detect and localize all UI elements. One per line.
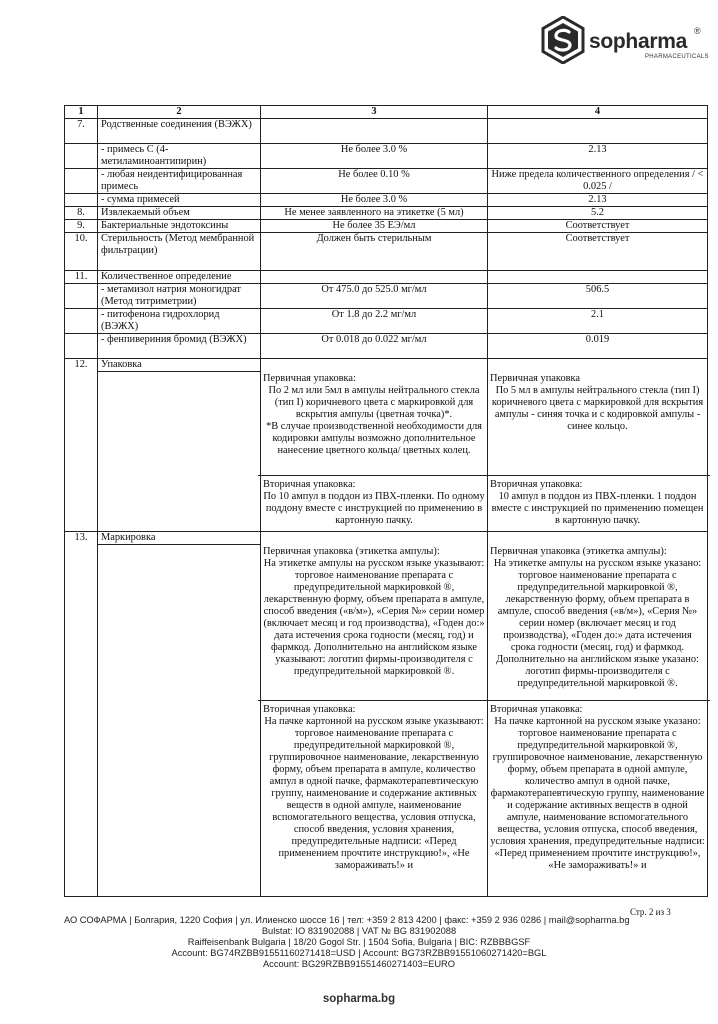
labeling-spec-primary-title: Первичная упаковка (этикетка ампулы): bbox=[263, 546, 440, 557]
packaging-spec-secondary bbox=[263, 479, 485, 529]
test-name: - любая неидентифицированная примесь bbox=[98, 169, 261, 194]
labeling-result-primary bbox=[490, 546, 705, 698]
row-number bbox=[65, 194, 98, 207]
test-name: - фенпивериния бромид (ВЭЖХ) bbox=[98, 334, 261, 359]
result: 0.019 bbox=[488, 334, 708, 359]
specification: Не более 35 ЕЭ/мл bbox=[261, 220, 488, 233]
test-name: Извлекаемый объем bbox=[98, 207, 261, 220]
row-number: 8. bbox=[65, 207, 98, 220]
row-number bbox=[65, 144, 98, 169]
table-row bbox=[65, 271, 708, 284]
labeling-result-secondary-body: На пачке картонной на русском языке указано: торговое наименование препарата с предупредительной маркировкой ®, группировочное наименование, лекарственную форму, объем препарата в одной ампуле, количество ампул в одной пачке, фармакотерапевтическую группу, наименование и содержание активных веществ в одной ампуле, наименование вспомогательного вещества, условия отпуска, способ введения, условия хранения, предупредительные надписи: «Перед применением прочтите инструкцию!», «Не замораживать!» и bbox=[490, 716, 705, 871]
table-row bbox=[65, 334, 708, 359]
row-number bbox=[65, 309, 98, 334]
packaging-result-cell bbox=[488, 359, 708, 532]
specification: От 0.018 до 0.022 мг/мл bbox=[261, 334, 488, 359]
labeling-spec-secondary-title: Вторичная упаковка: bbox=[263, 704, 356, 715]
test-name: - питофенона гидрохлорид (ВЭЖХ) bbox=[98, 309, 261, 334]
table-row bbox=[65, 194, 708, 207]
labeling-spec-primary bbox=[263, 546, 485, 698]
test-name: Родственные соединения (ВЭЖХ) bbox=[98, 119, 261, 144]
table-row bbox=[65, 119, 708, 144]
row-number: 7. bbox=[65, 119, 98, 144]
packaging-spec-primary-title: Первичная упаковка: bbox=[263, 373, 356, 384]
packaging-spec-cell bbox=[261, 359, 488, 532]
test-name: - метамизол натрия моногидрат (Метод титриметрии) bbox=[98, 284, 261, 309]
packaging-result-primary-body: По 5 мл в ампулы нейтрального стекла (тип I) коричневого цвета с маркировкой для вскрытия ампулы - синяя точка и с кодировкой ампулы - синее кольцо. bbox=[491, 385, 704, 432]
header-col-4: 4 bbox=[488, 106, 708, 119]
row-number bbox=[65, 334, 98, 359]
table-header-row bbox=[65, 106, 708, 119]
specification bbox=[261, 119, 488, 144]
result: Соответствует bbox=[488, 233, 708, 271]
labeling-result-secondary-title: Вторичная упаковка: bbox=[490, 704, 583, 715]
labeling-spec-secondary-body: На пачке картонной на русском языке указывают: торговое наименование препарата с предупредительной маркировкой ®, группировочное наименование, лекарственную форму, объем препарата в ампуле, количество ампул в одной пачке, фармакотерапевтическую группу, наименование и содержание активных веществ в одной ампуле, наименование вспомогательного вещества, условия отпуска, способ введения, условия хранения, предупредительные надписи: «Перед применением прочтите инструкцию!», «Не замораживать!» и bbox=[264, 716, 484, 871]
test-name: Стерильность (Метод мембранной фильтрации) bbox=[98, 233, 261, 271]
result: 2.13 bbox=[488, 144, 708, 169]
labeling-spec-secondary bbox=[263, 704, 485, 894]
result: 506.5 bbox=[488, 284, 708, 309]
table-row bbox=[65, 284, 708, 309]
labeling-result-secondary bbox=[490, 704, 705, 894]
registered-mark: ® bbox=[694, 26, 701, 36]
row-number: 11. bbox=[65, 271, 98, 284]
footer-bulstat-line: Bulstat: IO 831902088 | VAT № BG 831902088 bbox=[261, 926, 457, 936]
empty-cell bbox=[98, 372, 261, 532]
specification: Не более 3.0 % bbox=[261, 194, 488, 207]
packaging-spec-primary bbox=[263, 373, 485, 473]
table-row-packaging-title bbox=[65, 359, 708, 372]
labeling-result-cell bbox=[488, 532, 708, 897]
empty-cell bbox=[98, 545, 261, 897]
table-row bbox=[65, 233, 708, 271]
footer-account-line: Account: BG74RZBB91551160271418=USD | Account: BG73RZBB91551060271420=BGL bbox=[171, 948, 547, 958]
result: Ниже предела количественного определения / < 0.025 / bbox=[488, 169, 708, 194]
result: 2.1 bbox=[488, 309, 708, 334]
result bbox=[488, 119, 708, 144]
row-number: 9. bbox=[65, 220, 98, 233]
test-name: Маркировка bbox=[98, 532, 261, 545]
packaging-result-primary-title: Первичная упаковка bbox=[490, 373, 581, 384]
specification bbox=[261, 271, 488, 284]
test-name: Бактериальные эндотоксины bbox=[98, 220, 261, 233]
result: 5.2 bbox=[488, 207, 708, 220]
result: 2.13 bbox=[488, 194, 708, 207]
brand-name: sopharma bbox=[589, 30, 687, 53]
table-row bbox=[65, 220, 708, 233]
result: Соответствует bbox=[488, 220, 708, 233]
row-number: 13. bbox=[65, 532, 98, 897]
packaging-spec-secondary-title: Вторичная упаковка: bbox=[263, 479, 356, 490]
sopharma-logo-icon bbox=[541, 16, 585, 64]
test-name: - примесь С (4-метиламиноантипирин) bbox=[98, 144, 261, 169]
footer-company-line: АО СОФАРМА | Болгария, 1220 София | ул. Илиенско шоссе 16 | тел: +359 2 813 4200 | факс: +359 2 936 0286 | mail@sopharma.bg bbox=[64, 915, 630, 925]
specification-table bbox=[64, 105, 708, 897]
footer-website: sopharma.bg bbox=[322, 993, 396, 1005]
footer-account-euro-line: Account: BG29RZBB91551460271403=EURO bbox=[262, 959, 455, 969]
specification: Не более 3.0 % bbox=[261, 144, 488, 169]
packaging-spec-primary-note: *В случае производственной необходимости для кодировки ампулы возможно дополнительное нанесение цветного кольца/ цветных колец. bbox=[266, 421, 482, 456]
labeling-result-primary-body: На этикетке ампулы на русском языке указано: торговое наименование препарата с предупредительной маркировкой ®, лекарственную форму, объем препарата в ампуле, способ введения («в/м»), «Серия №» серии номер (включает месяц и год производства), «Годен до:» дата истечения срока годности (месяц, год) и фармкод. Дополнительно на английском языке указано: логотип фирмы-производителя с предупредительной маркировкой ®. bbox=[493, 558, 702, 689]
row-number bbox=[65, 169, 98, 194]
labeling-result-primary-title: Первичная упаковка (этикетка ампулы): bbox=[490, 546, 667, 557]
table-row bbox=[65, 144, 708, 169]
header-col-2: 2 bbox=[98, 106, 261, 119]
specification: Должен быть стерильным bbox=[261, 233, 488, 271]
row-number bbox=[65, 284, 98, 309]
labeling-spec-cell bbox=[261, 532, 488, 897]
specification: Не более 0.10 % bbox=[261, 169, 488, 194]
test-name: Упаковка bbox=[98, 359, 261, 372]
specification: От 1.8 до 2.2 мг/мл bbox=[261, 309, 488, 334]
packaging-result-secondary bbox=[490, 479, 705, 529]
table-row bbox=[65, 207, 708, 220]
packaging-result-secondary-title: Вторичная упаковка: bbox=[490, 479, 583, 490]
packaging-result-secondary-body: 10 ампул в поддон из ПВХ-пленки. 1 поддон вместе с инструкцией по применению помещен в картонную пачку. bbox=[491, 491, 704, 526]
labeling-spec-primary-body: На этикетке ампулы на русском языке указывают: торговое наименование препарата с предупредительной маркировкой ®, лекарственную форму, объем препарата в ампуле, способ введения («в/м»), «Серия №» серии номер (включает месяц и год производства), «Годен до:» дата истечения срока годности (месяц, год) и фармкод. Дополнительно на английском языке указывают: логотип фирмы-производителя с предупредительной маркировкой ®. bbox=[263, 558, 485, 677]
brand-subtitle: PHARMACEUTICALS bbox=[645, 54, 709, 60]
company-logo bbox=[541, 16, 711, 68]
result bbox=[488, 271, 708, 284]
packaging-result-primary bbox=[490, 373, 705, 473]
table-row bbox=[65, 169, 708, 194]
packaging-spec-secondary-body: По 10 ампул в поддон из ПВХ-пленки. По одному поддону вместе с инструкцией по применению в картонную пачку. bbox=[263, 491, 485, 526]
header-col-1: 1 bbox=[65, 106, 98, 119]
table-row bbox=[65, 309, 708, 334]
test-name: Количественное определение bbox=[98, 271, 261, 284]
specification: От 475.0 до 525.0 мг/мл bbox=[261, 284, 488, 309]
row-number: 12. bbox=[65, 359, 98, 532]
specification: Не менее заявленного на этикетке (5 мл) bbox=[261, 207, 488, 220]
page-number: Стр. 2 из 3 bbox=[630, 907, 671, 917]
header-col-3: 3 bbox=[261, 106, 488, 119]
footer-bank-line: Raiffeisenbank Bulgaria | 18/20 Gogol Str. | 1504 Sofia, Bulgaria | BIC: RZBBBGSF bbox=[187, 937, 531, 947]
table-row-labeling-title bbox=[65, 532, 708, 545]
test-name: - сумма примесей bbox=[98, 194, 261, 207]
row-number: 10. bbox=[65, 233, 98, 271]
packaging-spec-primary-body: По 2 мл или 5мл в ампулы нейтрального стекла (тип I) коричневого цвета с маркировкой для вскрытия ампулы (цветная точка)*. bbox=[268, 385, 480, 420]
